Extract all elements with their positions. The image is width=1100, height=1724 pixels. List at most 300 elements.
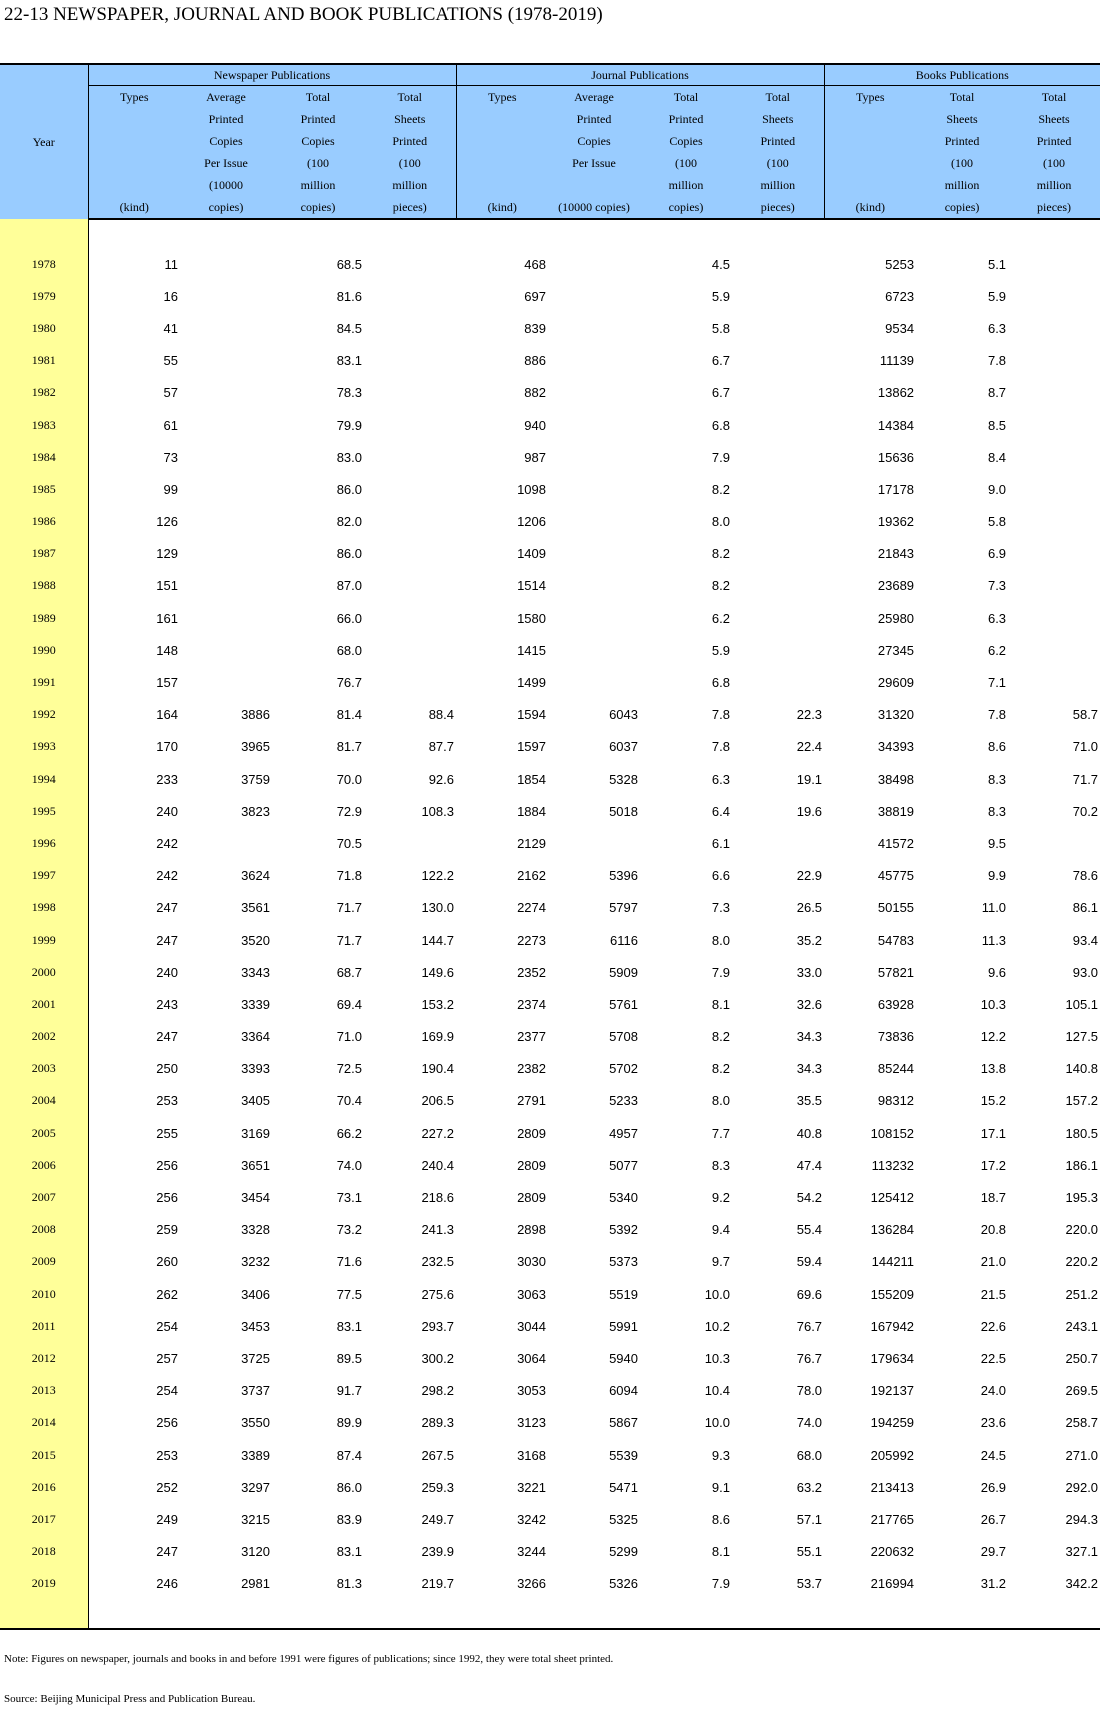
spacer-row [0,219,1100,248]
header-line: Total [305,90,331,104]
books-total-sheets-pieces-cell: 70.2 [1072,803,1099,819]
books-total-sheets-copies-cell: 26.7 [980,1511,1007,1527]
journal-total-sheets-cell: 59.4 [796,1254,823,1270]
spacer-cell [732,219,824,248]
journal-avg-copies-cell [548,602,640,634]
spacer-cell [88,219,180,248]
journal-total-sheets-cell: 34.3 [796,1029,823,1045]
journal-avg-copies-cell [548,666,640,698]
newspaper-total-copies-cell: 70.4 [336,1093,362,1109]
journal-total-sheets-cell: 40.8 [796,1125,823,1141]
table-row [0,506,1100,538]
newspaper-types-cell: 16 [163,288,178,304]
journal-total-copies-cell: 10.4 [704,1383,730,1399]
newspaper-types-cell: 148 [156,642,178,658]
books-total-sheets-copies-cell: 7.3 [987,578,1007,594]
header-line: Printed [392,134,428,148]
header-line: Printed [576,112,612,126]
books-total-sheets-copies-cell: 11.0 [981,900,1007,916]
newspaper-total-sheets-cell: 267.5 [421,1447,454,1463]
books-types-cell: 73836 [877,1029,915,1045]
journal-avg-copies-cell: 6037 [609,739,638,755]
journal-total-sheets-cell [732,441,824,473]
table-row [0,345,1100,377]
books-total-sheets-copies-cell: 12.2 [980,1029,1007,1045]
books-types-cell: 11139 [879,353,915,369]
books-total-sheets-copies-cell: 10.3 [980,996,1007,1012]
books-types-cell: 194259 [870,1415,915,1431]
table-row [0,827,1100,859]
books-total-sheets-copies-cell: 6.2 [987,642,1007,658]
year-cell: 2013 [0,1375,88,1407]
books-types-cell: 19362 [877,514,915,530]
spacer-cell [732,1600,824,1629]
newspaper-total-copies-cell: 77.5 [336,1286,362,1302]
journal-total-sheets-cell: 57.1 [796,1511,823,1527]
journal-avg-copies-cell: 5708 [609,1029,638,1045]
journal-avg-copies-cell: 5539 [609,1447,638,1463]
newspaper-total-sheets-cell: 298.2 [421,1383,454,1399]
newspaper-total-copies-cell: 70.0 [336,771,362,787]
table-row [0,409,1100,441]
journal-total-copies-cell: 10.2 [704,1318,730,1334]
books-total-sheets-copies-cell: 8.4 [987,449,1007,465]
table-row [0,1439,1100,1471]
newspaper-total-sheets-cell: 240.4 [421,1157,454,1173]
year-cell: 2003 [0,1053,88,1085]
books-total-sheets-copies-cell: 23.6 [980,1415,1007,1431]
table-row [0,860,1100,892]
journal-total-copies-cell: 8.0 [711,1093,730,1109]
journal-types-cell: 1597 [517,739,546,755]
newspaper-total-copies-cell: 74.0 [336,1157,362,1173]
newspaper-total-copies-cell: 82.0 [336,514,362,530]
journal-avg-copies-cell: 5797 [609,900,638,916]
journal-total-copies-cell: 8.1 [711,996,730,1012]
journal-types-cell: 886 [524,353,546,369]
journal-avg-copies-cell: 5471 [609,1479,638,1495]
newspaper-avg-copies-cell: 3651 [241,1157,270,1173]
books-total-sheets-pieces-cell [1008,666,1100,698]
books-total-sheets-pieces-cell [1008,827,1100,859]
newspaper-types-cell: 262 [156,1286,178,1302]
newspaper-types-cell: 73 [163,449,178,465]
journal-avg-copies-cell: 5991 [609,1318,638,1334]
journal-types-cell: 940 [524,417,546,433]
newspaper-avg-copies-cell: 3759 [241,771,270,787]
newspaper-types-cell: 161 [156,610,178,626]
header-line: (100 [675,156,697,170]
header-line: Printed [760,134,796,148]
spacer-cell [272,1600,364,1629]
newspaper-types-cell: 250 [156,1061,178,1077]
newspaper-avg-copies-cell [180,602,272,634]
newspaper-total-sheets-cell: 190.4 [421,1061,454,1077]
year-cell: 2015 [0,1439,88,1471]
books-total-sheets-pieces-cell: 180.5 [1065,1125,1099,1141]
books-total-sheets-pieces-cell [1008,409,1100,441]
header-line: pieces) [760,200,795,214]
books-total-sheets-copies-cell: 15.2 [980,1093,1007,1109]
spacer-cell [640,219,732,248]
header-line: Sheets [762,112,794,126]
table-row [0,248,1100,280]
books-types-cell: 54783 [877,932,915,948]
books-total-sheets-copies-cell: 9.0 [987,481,1007,497]
header-line: (100 [766,156,789,170]
journal-types-cell: 3266 [517,1576,546,1592]
books-types-cell: 167942 [870,1318,915,1334]
journal-total-sheets-cell [732,280,824,312]
journal-types-cell: 1594 [517,707,546,723]
newspaper-types-cell: 242 [156,835,178,851]
header-line: copies) [944,200,980,214]
table-row [0,1246,1100,1278]
books-total-sheets-pieces-cell [1008,441,1100,473]
newspaper-total-sheets-cell [364,441,456,473]
journal-avg-copies-cell: 5867 [609,1415,638,1431]
newspaper-types-cell: 247 [156,1544,178,1560]
year-cell: 2018 [0,1536,88,1568]
books-total-sheets-copies-cell: 20.8 [980,1222,1007,1238]
journal-avg-copies-cell [548,345,640,377]
journal-avg-copies-cell [548,506,640,538]
year-cell: 2019 [0,1568,88,1600]
header-line: Copies [209,134,243,148]
journal-total-sheets-cell: 22.4 [796,739,823,755]
journal-avg-copies-cell: 5233 [609,1093,638,1109]
journal-total-sheets-cell [732,602,824,634]
header-line: (100 [307,156,329,170]
journal-total-copies-cell: 9.7 [711,1254,730,1270]
journal-total-copies-cell: 8.0 [711,514,730,530]
newspaper-types-cell: 55 [163,353,178,369]
journal-avg-copies-cell: 5328 [609,771,638,787]
journal-types-cell: 3221 [517,1479,546,1495]
header-line: copies) [300,200,336,214]
journal-types-cell: 1499 [517,675,546,691]
table-row [0,795,1100,827]
books-total-sheets-copies-cell: 24.5 [980,1447,1007,1463]
books-total-sheets-copies-header [916,86,1008,220]
newspaper-total-copies-cell: 73.2 [336,1222,362,1238]
journal-total-sheets-cell: 19.6 [796,803,823,819]
newspaper-total-copies-cell: 83.0 [336,449,362,465]
journal-total-copies-cell: 8.2 [711,546,730,562]
books-total-sheets-pieces-cell [1008,538,1100,570]
journal-total-sheets-cell [732,570,824,602]
journal-total-sheets-cell: 76.7 [796,1350,823,1366]
newspaper-types-cell: 260 [156,1254,178,1270]
header-line: Types [488,90,517,104]
spacer-cell [1008,219,1100,248]
newspaper-total-sheets-cell [364,280,456,312]
newspaper-total-sheets-cell: 241.3 [421,1222,454,1238]
header-line: Types [856,90,885,104]
books-types-cell: 45775 [877,868,915,884]
header-line: Total [765,90,791,104]
header-line: million [392,178,428,192]
journal-types-cell: 3242 [517,1511,546,1527]
newspaper-types-cell: 247 [156,932,178,948]
books-total-sheets-copies-cell: 24.0 [980,1383,1007,1399]
year-cell: 2002 [0,1021,88,1053]
newspaper-types-cell: 242 [156,868,178,884]
table-row [0,312,1100,344]
books-total-sheets-copies-cell: 17.1 [980,1125,1007,1141]
journal-avg-copies-cell: 6094 [609,1383,638,1399]
books-total-sheets-copies-cell: 7.8 [987,707,1007,723]
books-total-sheets-pieces-cell [1008,602,1100,634]
books-types-cell: 192137 [870,1383,915,1399]
books-total-sheets-pieces-cell: 78.6 [1072,868,1099,884]
newspaper-total-sheets-cell: 169.9 [421,1029,454,1045]
table-row [0,731,1100,763]
newspaper-avg-copies-cell: 3453 [241,1318,270,1334]
table-row [0,699,1100,731]
books-types-cell: 205992 [870,1447,915,1463]
journal-types-cell: 3030 [517,1254,546,1270]
year-cell: 2010 [0,1278,88,1310]
publications-table-container [0,63,1100,1630]
books-total-sheets-copies-cell: 8.6 [987,739,1007,755]
newspaper-total-copies-cell: 83.9 [336,1511,362,1527]
newspaper-avg-copies-cell: 3297 [241,1479,270,1495]
header-unit: (kind) [487,200,517,214]
books-total-sheets-copies-cell: 29.7 [980,1544,1007,1560]
table-row [0,1310,1100,1342]
books-total-sheets-pieces-cell: 271.0 [1065,1447,1099,1463]
header-line: copies) [668,200,704,214]
newspaper-total-sheets-cell [364,827,456,859]
newspaper-types-cell: 257 [156,1350,178,1366]
newspaper-types-cell: 240 [156,964,178,980]
header-line: Total [1041,90,1067,104]
table-row [0,473,1100,505]
newspaper-types-cell: 233 [156,771,178,787]
newspaper-total-copies-cell: 71.7 [336,932,362,948]
journal-group-header: Journal Publications [456,64,824,86]
books-total-sheets-pieces-cell: 250.7 [1065,1350,1099,1366]
journal-types-cell: 2374 [517,996,546,1012]
newspaper-types-cell: 256 [156,1415,178,1431]
journal-total-copies-cell: 10.0 [704,1415,730,1431]
header-line: million [668,178,704,192]
books-total-sheets-copies-cell: 5.9 [987,288,1007,304]
journal-total-copies-cell: 10.0 [704,1286,730,1302]
books-total-sheets-copies-cell: 21.0 [980,1254,1007,1270]
spacer-cell [640,1600,732,1629]
header-line: Printed [1036,134,1072,148]
newspaper-avg-copies-cell: 3169 [241,1125,270,1141]
books-total-sheets-copies-cell: 8.3 [987,771,1007,787]
header-line: Printed [300,112,336,126]
newspaper-total-copies-cell: 72.9 [336,803,362,819]
year-cell: 2014 [0,1407,88,1439]
newspaper-total-sheets-cell: 219.7 [421,1576,454,1592]
journal-avg-copies-cell [548,409,640,441]
year-header: Year [0,64,88,219]
books-total-sheets-pieces-cell: 86.1 [1072,900,1099,916]
spacer-cell [916,1600,1008,1629]
journal-total-copies-cell: 6.3 [711,771,730,787]
header-line: Per Issue [572,156,616,170]
journal-avg-copies-cell [548,827,640,859]
journal-total-sheets-cell [732,409,824,441]
newspaper-total-copies-cell: 87.4 [336,1447,362,1463]
newspaper-types-cell: 253 [156,1447,178,1463]
header-line: copies) [208,200,244,214]
header-line: Sheets [394,112,426,126]
table-row [0,924,1100,956]
table-row [0,763,1100,795]
journal-total-sheets-cell: 34.3 [796,1061,823,1077]
journal-total-copies-cell: 6.8 [711,417,730,433]
newspaper-types-cell: 243 [156,996,178,1012]
year-cell: 1983 [0,409,88,441]
year-cell: 1996 [0,827,88,859]
newspaper-avg-copies-cell: 3343 [241,964,270,980]
newspaper-total-sheets-cell: 130.0 [421,900,454,916]
table-row [0,280,1100,312]
newspaper-avg-copies-cell: 3454 [241,1190,270,1206]
newspaper-total-copies-cell: 84.5 [336,320,362,336]
newspaper-total-sheets-cell: 275.6 [421,1286,454,1302]
newspaper-types-cell: 259 [156,1222,178,1238]
books-total-sheets-pieces-cell [1008,570,1100,602]
newspaper-types-cell: 254 [156,1383,178,1399]
books-types-cell: 17178 [877,481,915,497]
table-row [0,1568,1100,1600]
page-title: 22-13 NEWSPAPER, JOURNAL AND BOOK PUBLICATIONS (1978-2019) [4,4,603,25]
newspaper-total-sheets-cell [364,506,456,538]
journal-total-copies-header [640,86,732,220]
journal-types-cell: 987 [524,449,546,465]
header-unit: (kind) [855,200,885,214]
journal-types-cell: 3244 [517,1544,546,1560]
journal-types-cell: 2273 [517,932,546,948]
year-cell: 1999 [0,924,88,956]
spacer-cell [180,219,272,248]
journal-total-sheets-cell: 69.6 [796,1286,823,1302]
books-total-sheets-pieces-cell [1008,377,1100,409]
journal-total-copies-cell: 6.6 [711,868,730,884]
year-cell: 2008 [0,1214,88,1246]
newspaper-total-sheets-cell: 92.6 [428,771,454,787]
header-line: Total [397,90,422,104]
table-row [0,602,1100,634]
header-unit: (kind) [119,200,149,214]
newspaper-total-sheets-cell: 239.9 [421,1544,454,1560]
books-types-cell: 25980 [877,610,915,626]
journal-total-sheets-cell: 22.9 [796,868,823,884]
publications-table [0,63,1100,1630]
spacer-cell [364,219,456,248]
journal-types-cell: 3168 [517,1447,546,1463]
books-types-header [824,86,916,220]
newspaper-total-sheets-cell [364,312,456,344]
journal-total-sheets-cell: 35.5 [796,1093,823,1109]
year-cell: 1981 [0,345,88,377]
newspaper-total-sheets-cell [364,538,456,570]
journal-types-cell: 3123 [517,1415,546,1431]
books-types-cell: 5253 [885,256,915,272]
journal-avg-copies-cell: 6116 [610,932,638,948]
newspaper-total-sheets-cell: 232.5 [421,1254,454,1270]
table-row [0,1149,1100,1181]
header-line: Printed [944,134,980,148]
newspaper-total-copies-cell: 68.0 [336,642,362,658]
year-cell: 1991 [0,666,88,698]
books-types-cell: 63928 [877,996,915,1012]
newspaper-total-sheets-header [364,86,456,220]
spacer-cell [272,219,364,248]
books-total-sheets-copies-cell: 7.8 [987,353,1007,369]
newspaper-avg-copies-cell: 3328 [241,1222,270,1238]
table-row [0,1407,1100,1439]
newspaper-avg-copies-cell [180,473,272,505]
newspaper-avg-copies-cell: 3393 [241,1061,270,1077]
year-cell: 1982 [0,377,88,409]
newspaper-avg-copies-cell: 3561 [241,900,270,916]
newspaper-total-copies-cell: 73.1 [336,1190,362,1206]
year-cell: 1994 [0,763,88,795]
books-types-cell: 57821 [877,964,915,980]
books-total-sheets-pieces-cell [1008,345,1100,377]
journal-types-cell: 1206 [517,514,546,530]
table-row [0,1021,1100,1053]
books-total-sheets-copies-cell: 9.9 [987,868,1007,884]
table-row [0,1278,1100,1310]
newspaper-total-copies-header [272,86,364,220]
table-row [0,1181,1100,1213]
journal-total-sheets-cell: 55.1 [796,1544,823,1560]
table-note: Note: Figures on newspaper, journals and books in and before 1991 were figures of publications; since 1992, they were total sheet printed. [4,1653,614,1665]
newspaper-total-sheets-cell: 88.4 [428,707,454,723]
books-types-cell: 34393 [877,739,915,755]
books-types-cell: 85244 [877,1061,915,1077]
table-row [0,570,1100,602]
books-total-sheets-pieces-cell [1008,312,1100,344]
books-total-sheets-copies-cell: 8.5 [987,417,1007,433]
books-types-cell: 41572 [877,835,915,851]
journal-types-cell: 3063 [517,1286,546,1302]
table-row [0,988,1100,1020]
header-line: Printed [208,112,244,126]
newspaper-avg-copies-cell [180,312,272,344]
journal-types-cell: 1854 [517,771,546,787]
books-total-sheets-copies-cell: 5.8 [987,514,1007,530]
year-cell: 1993 [0,731,88,763]
journal-total-sheets-header [732,86,824,220]
journal-total-sheets-cell: 63.2 [796,1479,823,1495]
spacer-cell [456,1600,548,1629]
journal-total-sheets-cell: 54.2 [796,1190,823,1206]
journal-types-cell: 2809 [517,1190,546,1206]
year-cell: 1980 [0,312,88,344]
books-total-sheets-copies-cell: 5.1 [987,256,1007,272]
journal-types-cell: 468 [524,256,546,272]
books-types-cell: 144211 [871,1254,915,1270]
newspaper-total-sheets-cell: 227.2 [421,1125,454,1141]
newspaper-avg-copies-cell: 3737 [241,1383,270,1399]
newspaper-types-cell: 240 [156,803,178,819]
books-types-cell: 38819 [877,803,915,819]
books-types-cell: 6723 [885,288,915,304]
newspaper-avg-copies-cell: 3406 [241,1286,270,1302]
journal-total-copies-cell: 6.1 [711,835,730,851]
newspaper-total-copies-cell: 83.1 [336,1318,362,1334]
